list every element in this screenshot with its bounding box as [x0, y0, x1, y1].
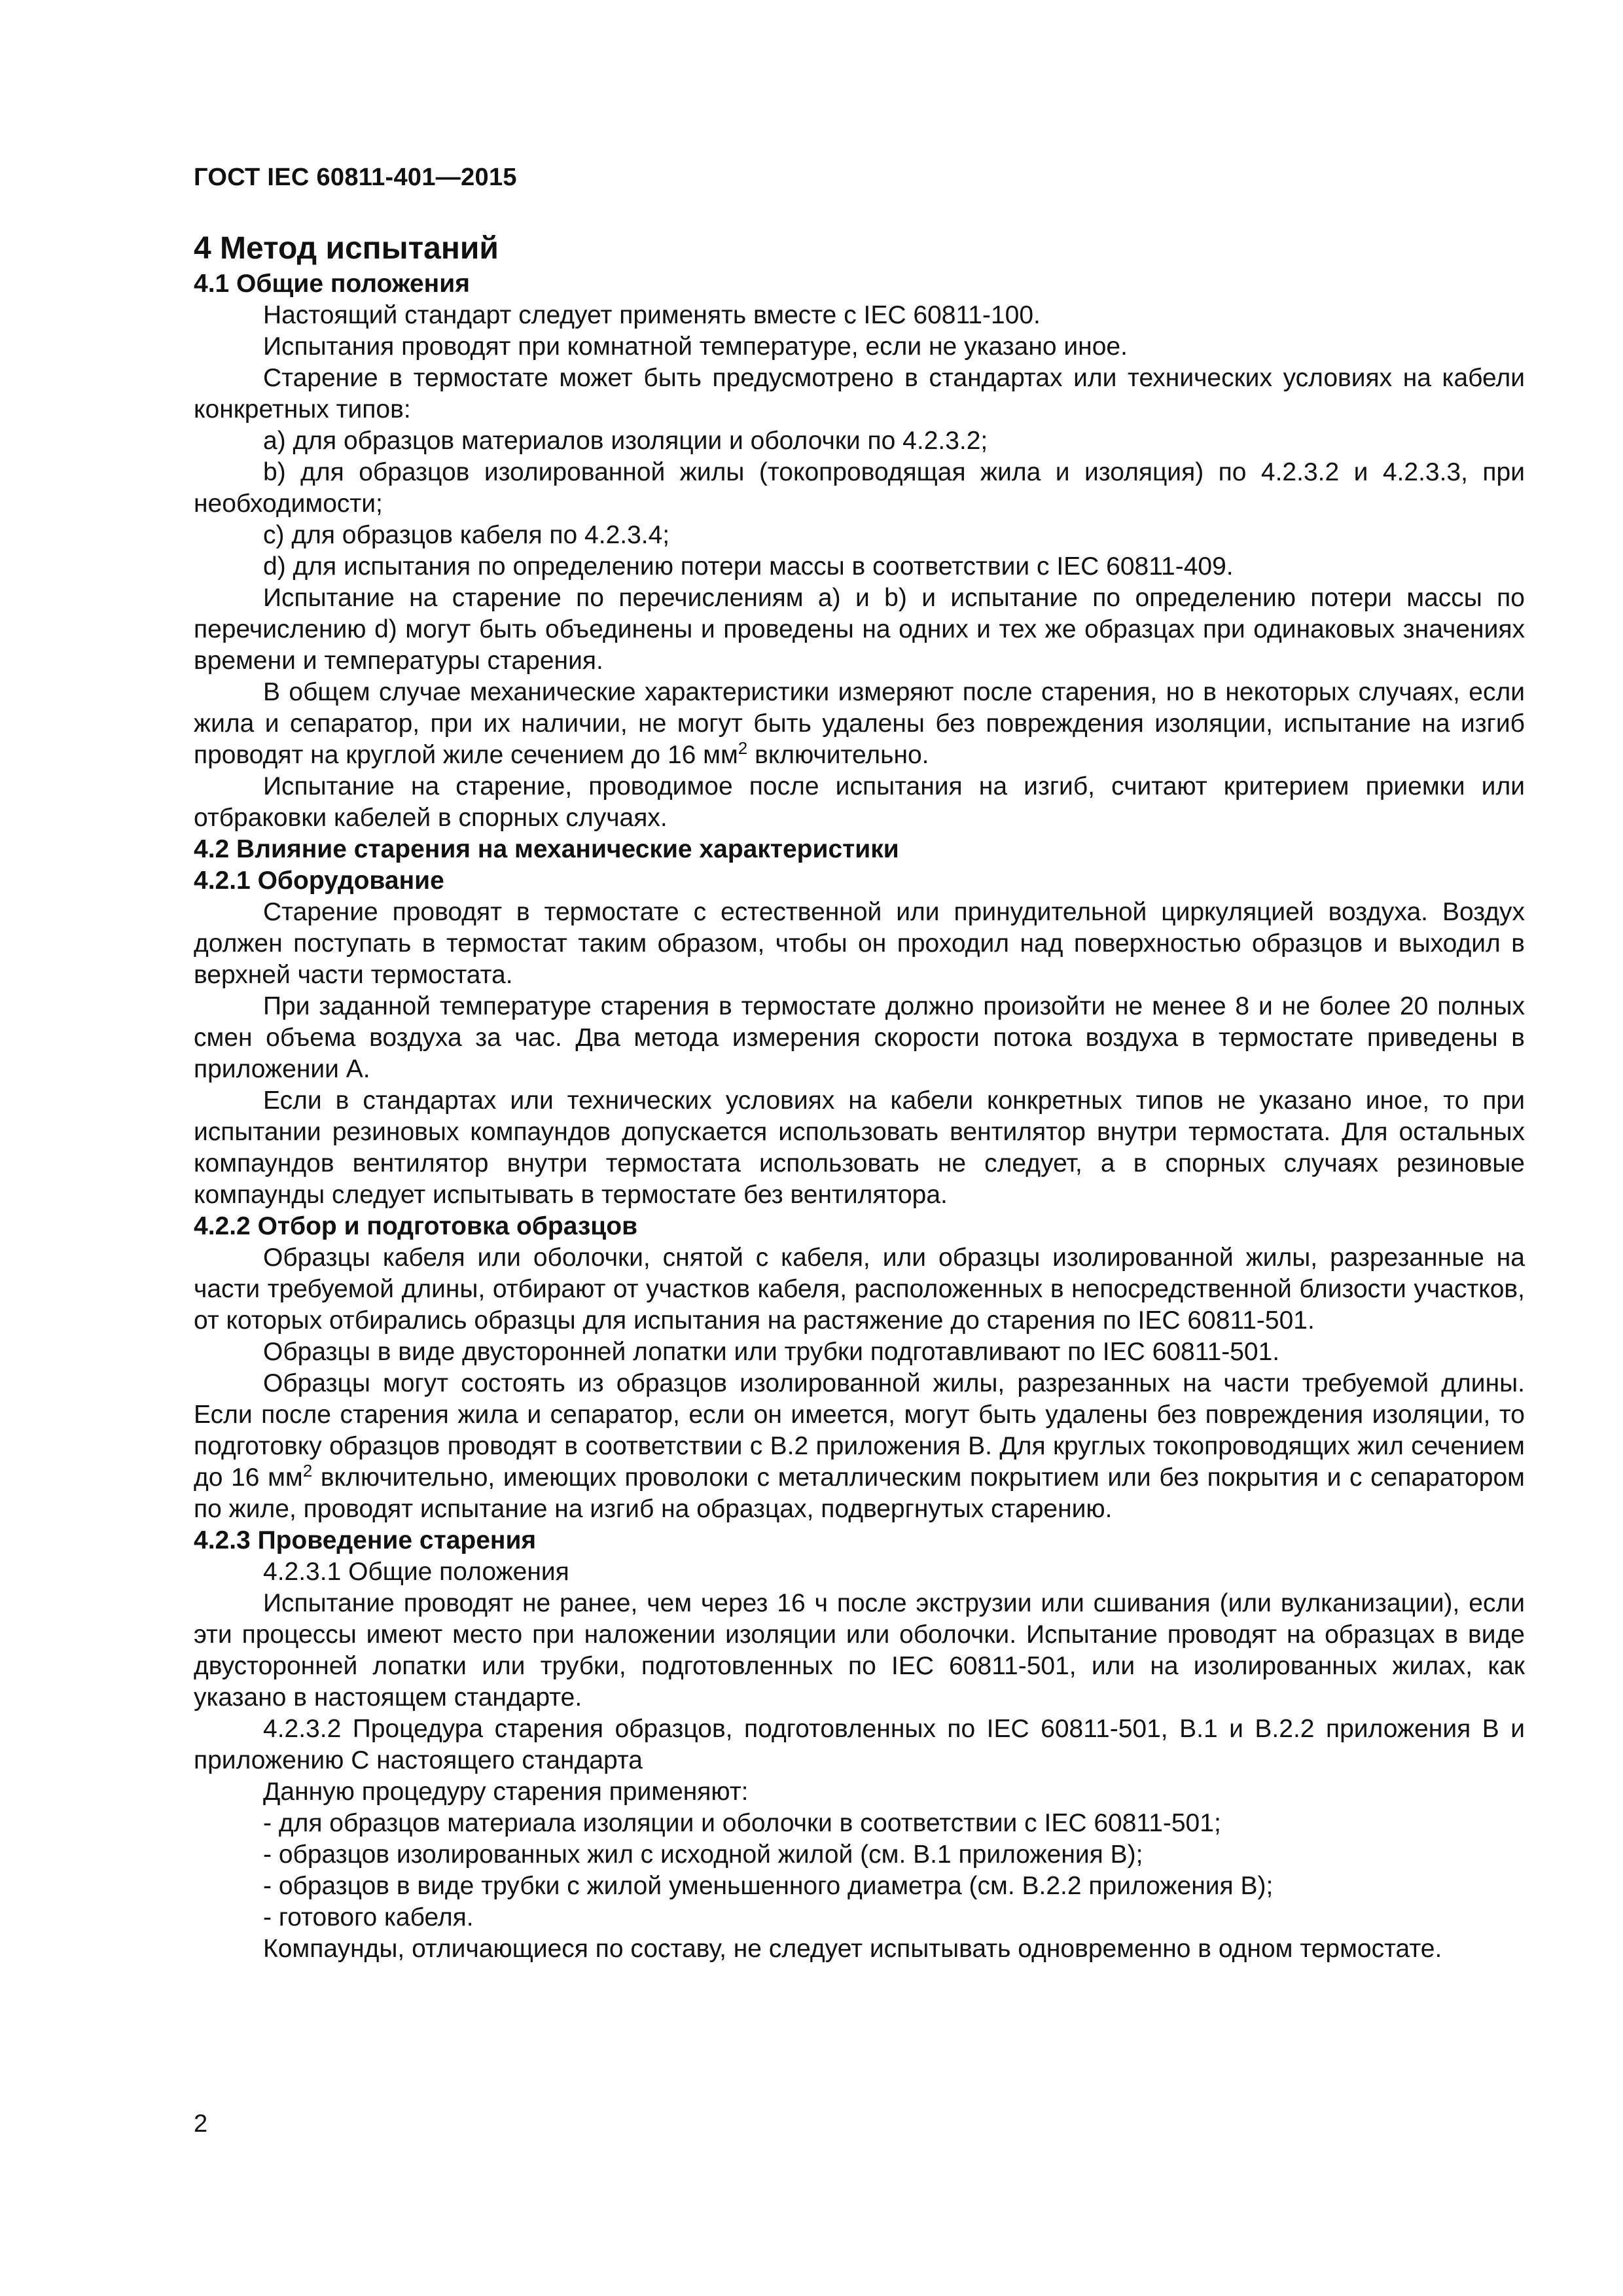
- paragraph-text: В общем случае механические характеристики измеряют после старения, но в некоторых случаях, если жила и сепаратор, при их наличии, не могут быть удалены без повреждения изоляции, испытание на изгиб проводят на круглой жиле сечением до 16 мм: [194, 678, 1525, 769]
- subsection-title-4-2: 4.2 Влияние старения на механические характеристики: [194, 835, 899, 863]
- list-item: - образцов изолированных жил с исходной жилой (см. В.1 приложения В);: [263, 1840, 1143, 1869]
- paragraph: При заданной температуре старения в термостате должно произойти не менее 8 и не более 20 полных смен объема воздуха за час. Два метода измерения скорости потока воздуха в термостате приведены в приложении А.: [194, 992, 1525, 1083]
- subsection-title-4-2-3: 4.2.3 Проведение старения: [194, 1526, 537, 1554]
- paragraph-text: включительно, имеющих проволоки с металлическим покрытием или без покрытия и с сепаратором по жиле, проводят испытание на изгиб на образцах, подвергнутых старению.: [194, 1463, 1525, 1523]
- subsection-title-4-1: 4.1 Общие положения: [194, 270, 470, 298]
- paragraph: [194, 1368, 1525, 1525]
- document-body: [194, 229, 1525, 1965]
- paragraph: Испытание на старение по перечислениям а) и b) и испытание по определению потери массы по перечислению d) могут быть объединены и проведены на одних и тех же образцах при одинаковых значениях времени и температуры старения.: [194, 584, 1525, 675]
- list-item: - для образцов материала изоляции и оболочки в соответствии с IEC 60811-501;: [263, 1809, 1221, 1837]
- paragraph: [194, 677, 1525, 771]
- paragraph: Если в стандартах или технических условиях на кабели конкретных типов не указано иное, то при испытании резиновых компаундов допускается использовать вентилятор внутри термостата. Для остальных компаундов вентилятор внутри термостата использовать не следует, а в спорных случаях резиновые компаунды следует испытывать в термостате без вентилятора.: [194, 1086, 1525, 1209]
- paragraph: Настоящий стандарт следует применять вместе с IEC 60811-100.: [263, 301, 1041, 329]
- subsection-title-4-2-2: 4.2.2 Отбор и подготовка образцов: [194, 1212, 638, 1240]
- paragraph: Испытание проводят не ранее, чем через 16 ч после экструзии или сшивания (или вулканизации), если эти процессы имеют место при наложении изоляции или оболочки. Испытание проводят на образцах в виде двусторонней лопатки или трубки, подготовленных по IEC 60811-501, или на изолированных жилах, как указано в настоящем стандарте.: [194, 1589, 1525, 1712]
- paragraph: Старение в термостате может быть предусмотрено в стандартах или технических условиях на кабели конкретных типов:: [194, 364, 1525, 423]
- paragraph: Образцы кабеля или оболочки, снятой с кабеля, или образцы изолированной жилы, разрезанные на части требуемой длины, отбирают от участков кабеля, расположенных в непосредственной близости участков, от которых отбирались образцы для испытания на растяжение до старения по IEC 60811-501.: [194, 1244, 1525, 1335]
- superscript: 2: [302, 1461, 313, 1480]
- list-item: c) для образцов кабеля по 4.2.3.4;: [263, 521, 670, 549]
- paragraph: Данную процедуру старения применяют:: [263, 1778, 749, 1806]
- paragraph: Образцы в виде двусторонней лопатки или трубки подготавливают по IEC 60811-501.: [263, 1338, 1280, 1366]
- list-item: - готового кабеля.: [263, 1903, 474, 1931]
- page-number: 2: [194, 2110, 208, 2138]
- paragraph-text: Образцы могут состоять из образцов изолированной жилы, разрезанных на части требуемой длины. Если после старения жила и сепаратор, если он имеется, могут быть удалены без повреждения изоляции, то подготовку образцов проводят в соответствии с В.2 приложения В. Для круглых токопроводящих жил сечением до 16 мм: [194, 1369, 1525, 1492]
- paragraph: Компаунды, отличающиеся по составу, не следует испытывать одновременно в одном термостате.: [263, 1935, 1442, 1963]
- clause-title-4-2-3-1: 4.2.3.1 Общие положения: [263, 1558, 569, 1586]
- subsection-title-4-2-1: 4.2.1 Оборудование: [194, 867, 444, 895]
- paragraph: Старение проводят в термостате с естественной или принудительной циркуляцией воздуха. Воздух должен поступать в термостат таким образом, чтобы он проходил над поверхностью образцов и выходил в верхней части термостата.: [194, 898, 1525, 989]
- paragraph: Испытание на старение, проводимое после испытания на изгиб, считают критерием приемки или отбраковки кабелей в спорных случаях.: [194, 772, 1525, 832]
- section-title: 4 Метод испытаний: [194, 231, 499, 266]
- superscript: 2: [738, 738, 748, 758]
- list-item: а) для образцов материалов изоляции и оболочки по 4.2.3.2;: [263, 427, 988, 455]
- clause-title-4-2-3-2: 4.2.3.2 Процедура старения образцов, подготовленных по IEC 60811-501, В.1 и В.2.2 приложения В и приложению С настоящего стандарта: [194, 1715, 1525, 1774]
- paragraph-text: включительно.: [747, 741, 929, 769]
- list-item: - образцов в виде трубки с жилой уменьшенного диаметра (см. В.2.2 приложения В);: [263, 1872, 1274, 1900]
- document-designation: ГОСТ IEC 60811-401—2015: [194, 164, 517, 191]
- list-item: b) для образцов изолированной жилы (токопроводящая жила и изоляция) по 4.2.3.2 и 4.2.3.3, при необходимости;: [194, 458, 1525, 518]
- paragraph: Испытания проводят при комнатной температуре, если не указано иное.: [263, 332, 1128, 361]
- list-item: d) для испытания по определению потери массы в соответствии с IEC 60811-409.: [263, 552, 1234, 581]
